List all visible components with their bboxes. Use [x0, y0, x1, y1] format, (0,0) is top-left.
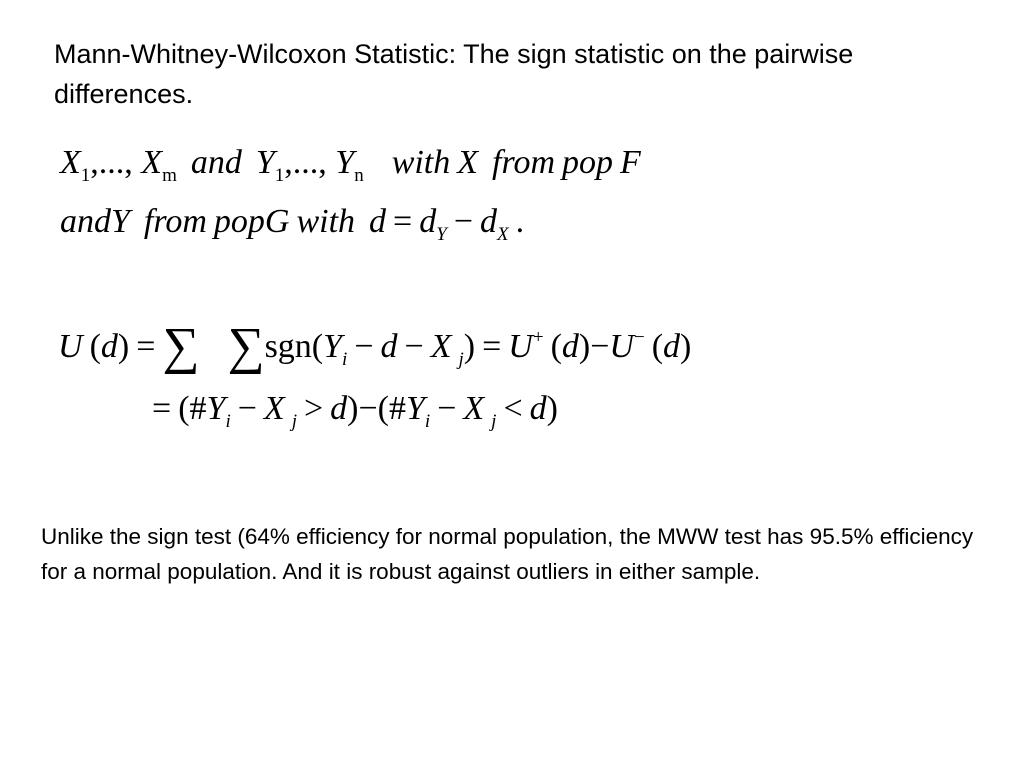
var-u-minus: U [609, 328, 634, 365]
paren-close-3: ) [578, 328, 591, 365]
var-y-2: Y [406, 390, 425, 427]
greater-than: > [303, 390, 324, 427]
word-with: with [296, 203, 356, 240]
var-d: d [100, 328, 118, 365]
sub-x: X [497, 224, 509, 245]
equation-u-of-d: U (d) = ∑ $\sum sgn(Y_i - d - X$ $_j$) = U+ (d)−U− (d) [58, 318, 692, 375]
minus-sign: − [354, 328, 374, 365]
sub-j: j [458, 349, 464, 370]
word-and-y: andY [60, 203, 130, 240]
equals-sign: = [136, 328, 156, 365]
var-d-4: d [663, 328, 681, 365]
var-d-2: d [380, 328, 398, 365]
var-x-m: X [141, 144, 163, 181]
sup-plus: + [532, 327, 544, 348]
less-than: < [503, 390, 523, 427]
word-with: with [391, 144, 451, 181]
var-x-2: X [463, 390, 485, 427]
slide-title: Mann-Whitney-Wilcoxon Statistic: The sign statistic on the pairwise differences. [54, 39, 854, 109]
var-f: F [620, 144, 641, 181]
var-u-plus: U [508, 328, 533, 365]
word-and: and [190, 144, 242, 181]
word-from: from [492, 144, 556, 181]
equals-sign: = [152, 390, 172, 427]
efficiency-note: Unlike the sign test (64% efficiency for normal population, the MWW test has 95.5% efficiency for a normal population. And it is robust against outliers in either sample. [41, 524, 974, 584]
var-x: X [60, 144, 81, 181]
word-from: from [143, 203, 207, 240]
var-d-2: d [529, 390, 547, 427]
paren-close-4: ) [680, 328, 692, 365]
equals-sign: = [393, 203, 413, 240]
var-u: U [58, 328, 83, 365]
var-d-y: d [419, 203, 437, 240]
sub-j: j [291, 411, 297, 432]
paren-close-2: ) [546, 390, 558, 427]
sub-m: m [162, 165, 177, 186]
var-d-x: d [480, 203, 497, 240]
sup-minus: − [633, 327, 645, 348]
sub-j-2: j [491, 411, 497, 432]
sub-i: i [225, 411, 231, 432]
word-pop-g: popG [213, 203, 290, 240]
sub-1: 1 [80, 165, 91, 186]
equals-sign-2: = [482, 328, 502, 365]
paren-close: ) [347, 390, 359, 427]
count-open: (# [178, 390, 207, 427]
sub-n: n [354, 165, 364, 186]
definition-line-2 [60, 203, 525, 245]
paren-open-2: ( [550, 328, 562, 365]
var-y: Y [323, 328, 343, 365]
sub-y: Y [436, 224, 447, 245]
sub-i: i [342, 349, 348, 370]
var-y: Y [255, 144, 275, 181]
var-d-3: d [561, 328, 579, 365]
minus-sign: − [453, 203, 473, 240]
paren-open-3: ( [651, 328, 664, 365]
word-pop: pop [562, 144, 614, 181]
ellipsis: ,..., [90, 144, 142, 181]
minus-sign: − [237, 390, 257, 427]
minus-sign-2: − [358, 390, 378, 427]
var-x: X [263, 390, 285, 427]
period: . [515, 203, 525, 240]
equation-count-form [152, 390, 558, 432]
var-y: Y [206, 390, 226, 427]
minus-sign-3: − [437, 390, 457, 427]
var-d: d [369, 203, 387, 240]
minus-sign-2: − [404, 328, 424, 365]
minus-sign-3: − [590, 328, 610, 365]
ellipsis-2: ,..., [284, 144, 336, 181]
paren-open: ( [89, 328, 101, 365]
sub-1b: 1 [274, 165, 285, 186]
var-x: X [430, 328, 452, 365]
sub-i-2: i [424, 411, 431, 432]
var-x-2: X [457, 144, 479, 181]
paren-close-2: ) [463, 328, 476, 365]
var-d: d [330, 390, 348, 427]
var-y-n: Y [335, 144, 355, 181]
paren-close: ) [117, 328, 130, 365]
definition-line-1 [60, 144, 641, 186]
sgn-function: sgn( [264, 328, 324, 365]
count-open-2: (# [377, 390, 406, 427]
